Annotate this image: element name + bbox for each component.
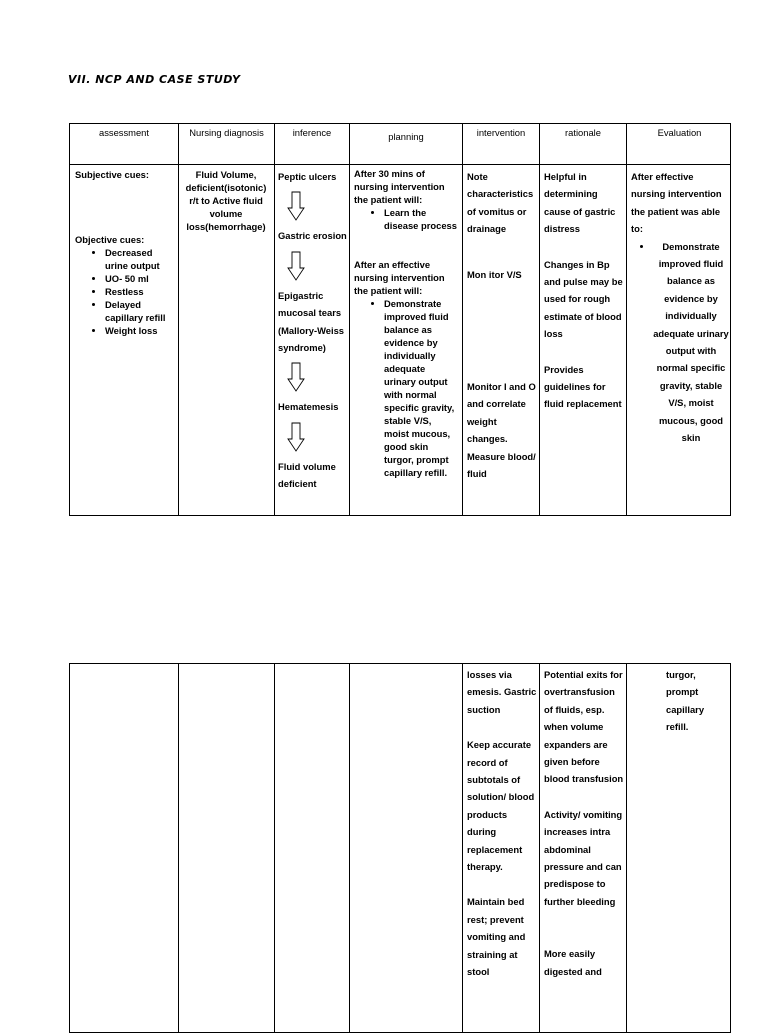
rationale-item: Helpful in determining cause of gastric distress bbox=[544, 171, 616, 235]
objective-cues-label: Objective cues: bbox=[75, 234, 145, 245]
list-item: • UO- 50 ml bbox=[105, 272, 175, 285]
down-arrow-icon bbox=[287, 191, 305, 221]
list-item: • Restless bbox=[105, 285, 175, 298]
intervention-cell bbox=[467, 666, 537, 981]
assessment-cell bbox=[75, 168, 175, 337]
rationale-cell bbox=[544, 666, 626, 980]
evaluation-intro: After effective nursing intervention the patient was able to: bbox=[631, 171, 722, 235]
header-planning: planning bbox=[388, 131, 424, 142]
header-rationale: rationale bbox=[565, 127, 601, 138]
planning-cell bbox=[354, 167, 459, 479]
planning-intro: After an effective nursing intervention the patient will: bbox=[354, 259, 445, 296]
page-title: VII. NCP AND CASE STUDY bbox=[68, 73, 241, 86]
down-arrow-icon bbox=[287, 251, 305, 281]
rationale-item: Changes in Bp and pulse may be used for rough estimate of blood loss bbox=[544, 258, 623, 340]
nursing-diagnosis-cell: Fluid Volume, deficient(isotonic) r/t to Active fluid volume loss(hemorrhage) bbox=[185, 169, 267, 232]
list-item: • Learn the disease process bbox=[384, 206, 459, 232]
header-nursing-diagnosis: Nursing diagnosis bbox=[189, 127, 264, 138]
ncp-table-page1 bbox=[69, 123, 731, 516]
intervention-cell bbox=[467, 168, 537, 482]
evaluation-cell bbox=[631, 168, 729, 447]
column-divider bbox=[274, 664, 275, 1032]
inference-step: Epigastric mucosal tears (Mallory-Weiss syndrome) bbox=[278, 289, 344, 354]
rationale-item: More easily digested and bbox=[544, 948, 602, 977]
column-divider bbox=[178, 124, 179, 515]
header-divider bbox=[70, 164, 730, 165]
column-divider bbox=[178, 664, 179, 1032]
intervention-item: Mon itor V/S bbox=[467, 268, 522, 280]
list-item: • Delayed capillary refill bbox=[105, 298, 175, 324]
header-inference: inference bbox=[292, 127, 332, 138]
list-item: • Demonstrate improved fluid balance as evidence by individually adequate urinary output with normal specific gravity, stable V/S, moist mucous, good skin bbox=[653, 238, 729, 447]
rationale-item: Activity/ vomiting increases intra abdominal pressure and can predispose to further bleeding bbox=[544, 808, 623, 907]
header-assessment: assessment bbox=[98, 127, 150, 138]
down-arrow-icon bbox=[287, 422, 305, 452]
inference-cell bbox=[278, 168, 348, 493]
subjective-cues-label: Subjective cues: bbox=[75, 169, 149, 180]
evaluation-cell: turgor, prompt capillary refill. bbox=[666, 669, 705, 733]
evaluation-list bbox=[631, 238, 729, 447]
inference-step: Gastric erosion bbox=[278, 230, 347, 242]
intervention-item: Maintain bed rest; prevent vomiting and straining at stool bbox=[467, 896, 526, 978]
inference-step: Fluid volume deficient bbox=[278, 460, 336, 490]
intervention-item: Monitor I and O and correlate weight changes. Measure blood/ fluid bbox=[467, 381, 536, 480]
rationale-item: Provides guidelines for fluid replacement bbox=[544, 363, 622, 410]
list-item: • Demonstrate improved fluid balance as evidence by individually adequate urinary output with normal specific gravity, stable V/S, moist mucous, good skin turgor, prompt capillary refill. bbox=[384, 297, 459, 479]
down-arrow-icon bbox=[287, 362, 305, 392]
header-evaluation: Evaluation bbox=[657, 127, 702, 138]
planning-list bbox=[354, 206, 459, 232]
column-divider bbox=[462, 664, 463, 1032]
column-divider bbox=[626, 124, 627, 515]
ncp-table-page2 bbox=[69, 663, 731, 1033]
column-divider bbox=[349, 664, 350, 1032]
column-divider bbox=[462, 124, 463, 515]
inference-step: Hematemesis bbox=[278, 401, 339, 413]
rationale-item: Potential exits for overtransfusion of fluids, esp. when volume expanders are given before blood transfusion bbox=[544, 669, 624, 785]
header-intervention: intervention bbox=[476, 127, 526, 138]
rationale-cell bbox=[544, 168, 624, 413]
column-divider bbox=[349, 124, 350, 515]
list-item: • Weight loss bbox=[105, 324, 175, 337]
intervention-item: Note characteristics of vomitus or drainage bbox=[467, 171, 534, 235]
intervention-item: losses via emesis. Gastric suction bbox=[467, 669, 537, 715]
inference-step: Peptic ulcers bbox=[278, 171, 337, 182]
column-divider bbox=[539, 124, 540, 515]
planning-list bbox=[354, 297, 459, 479]
column-divider bbox=[626, 664, 627, 1032]
list-item: • Decreased urine output bbox=[105, 246, 175, 272]
intervention-item: Keep accurate record of subtotals of solution/ blood products during replacement therapy. bbox=[467, 739, 535, 873]
planning-intro: After 30 mins of nursing intervention the patient will: bbox=[354, 168, 445, 205]
column-divider bbox=[539, 664, 540, 1032]
objective-cues-list bbox=[75, 246, 175, 337]
column-divider bbox=[274, 124, 275, 515]
